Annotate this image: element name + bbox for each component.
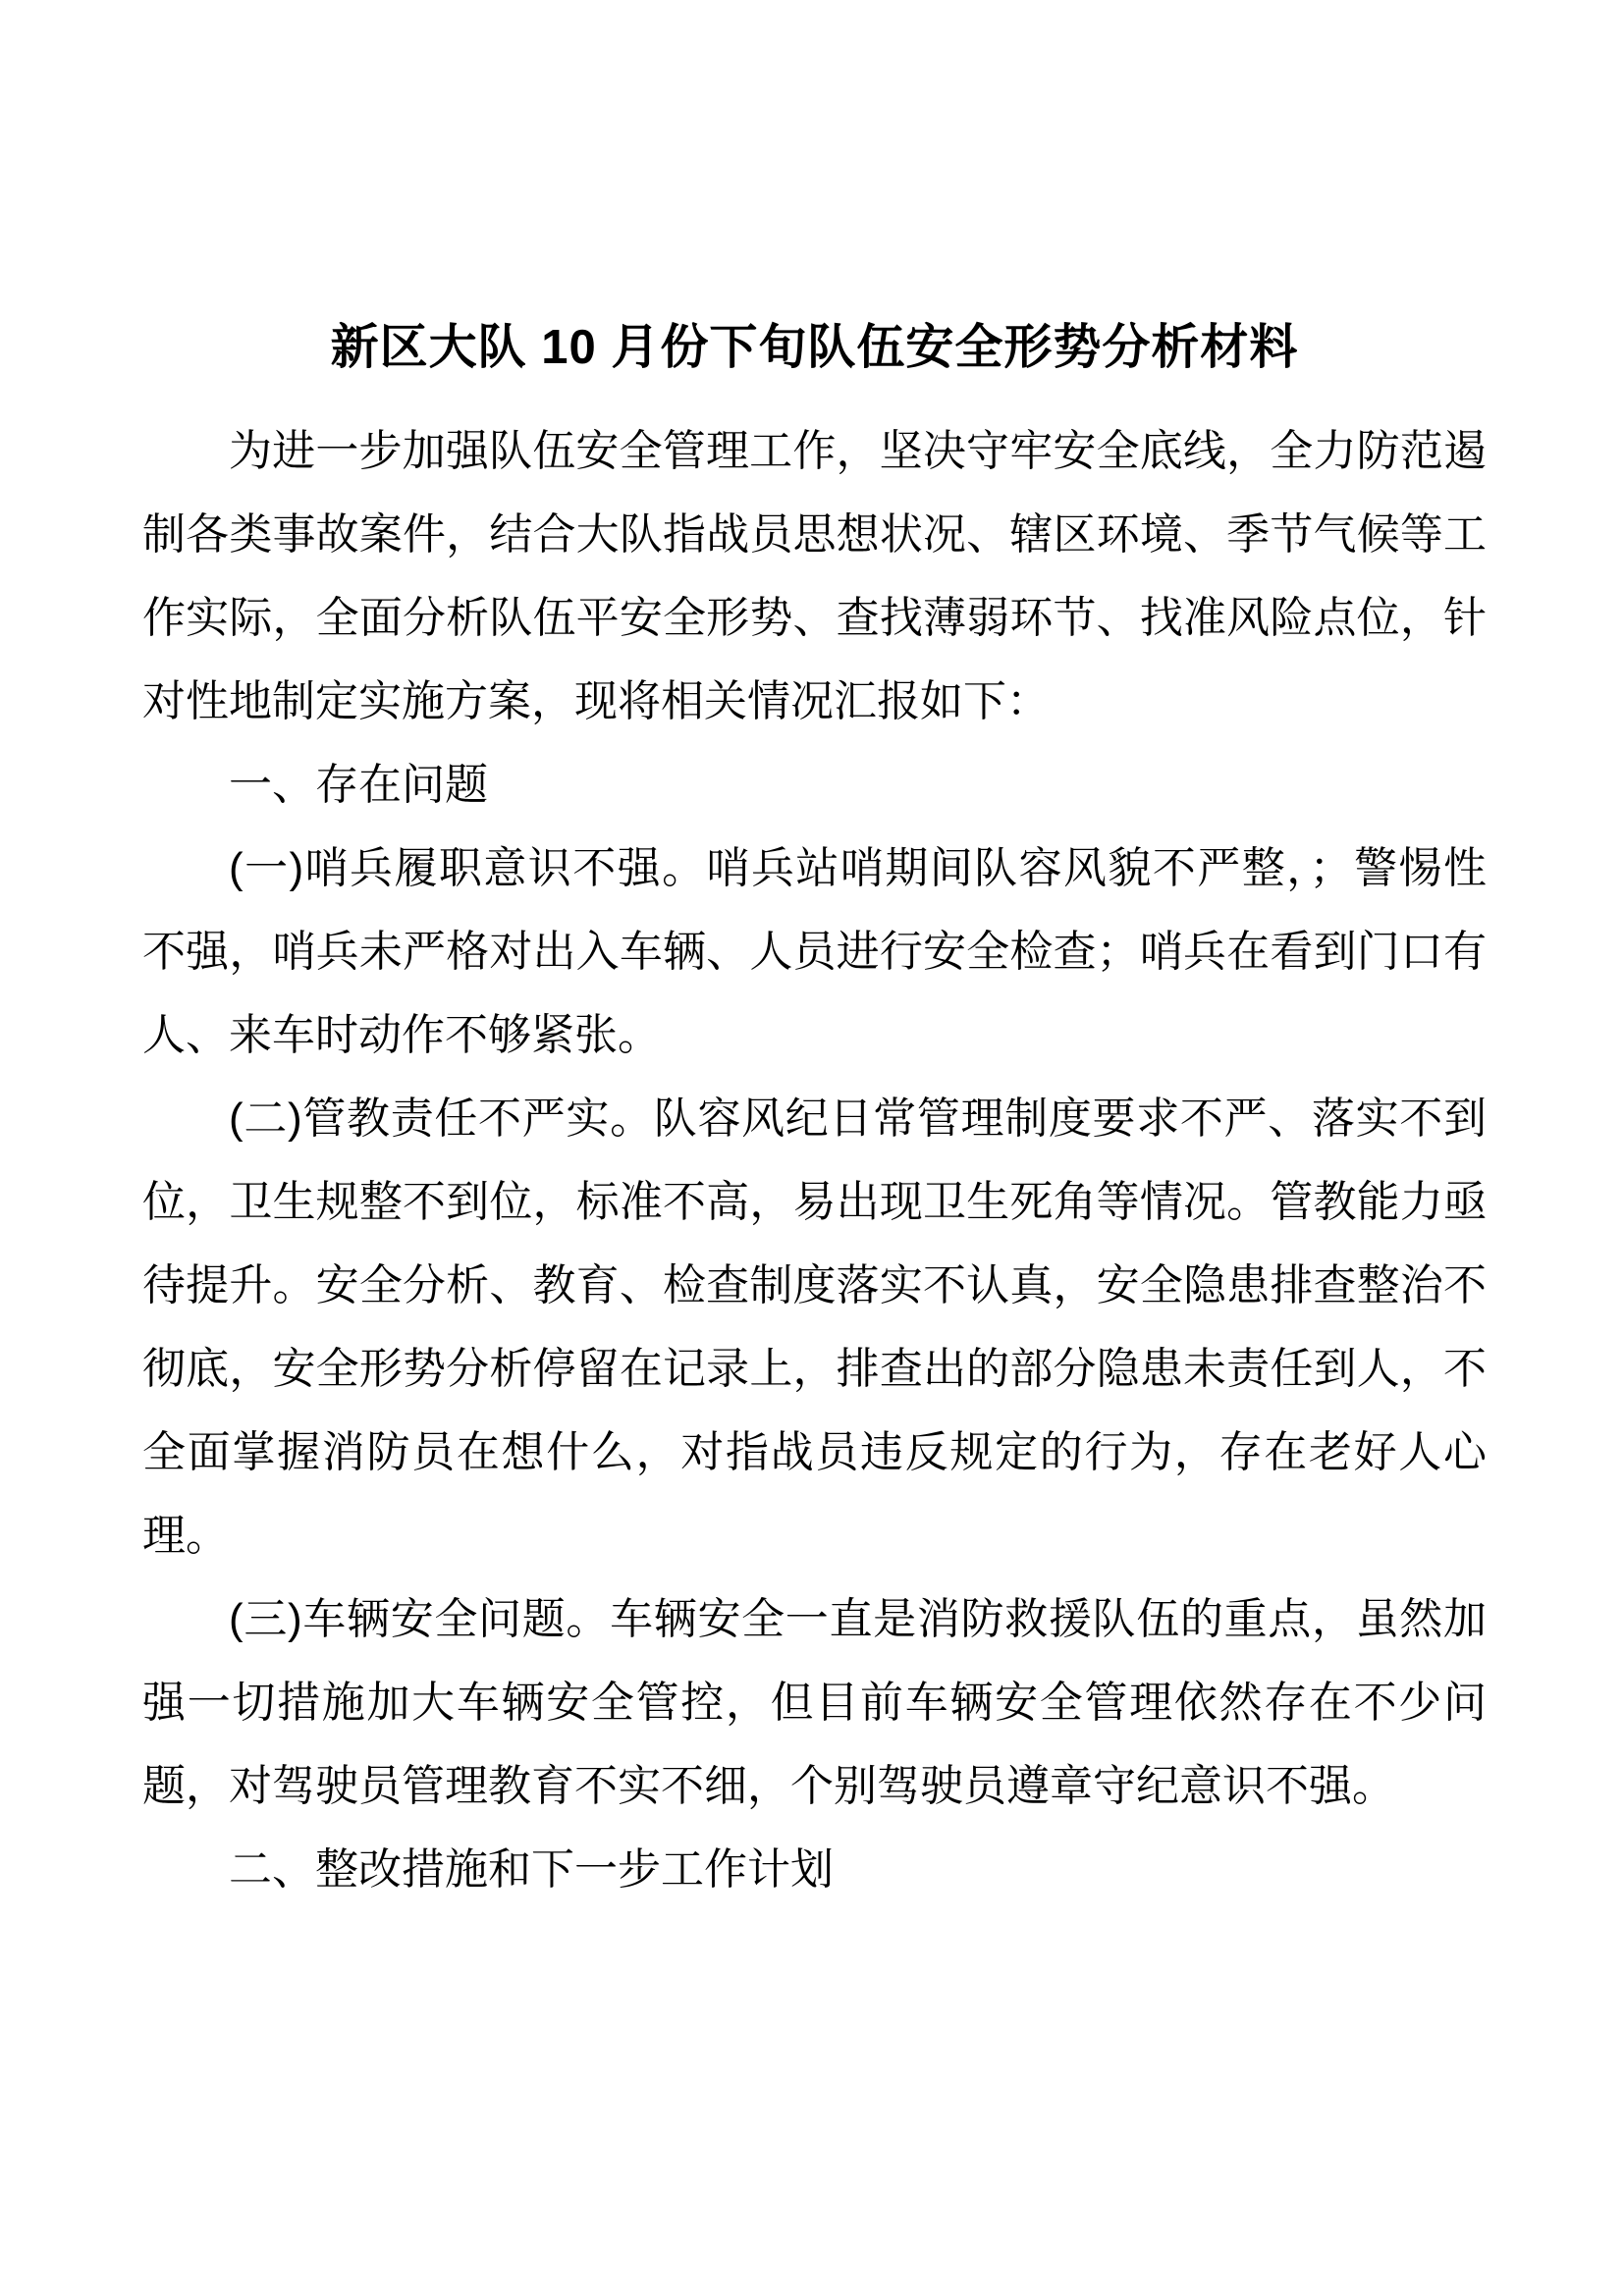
paragraph-issue-3: (三)车辆安全问题。车辆安全一直是消防救援队伍的重点，虽然加强一切措施加大车辆安全管控，但目前车辆安全管理依然存在不少问题，对驾驶员管理教育不实不细，个别驾驶员遵章守纪意识不强。	[142, 1595, 1487, 1810]
document-content	[142, 306, 1487, 1911]
paragraph-issue-2: (二)管教责任不严实。队容风纪日常管理制度要求不严、落实不到位，卫生规整不到位，标准不高，易出现卫生死角等情况。管教能力亟待提升。安全分析、教育、检查制度落实不认真，安全隐患排查整治不彻底，安全形势分析停留在记录上，排查出的部分隐患未责任到人，不全面掌握消防员在想什么，对指战员违反规定的行为，存在老好人心理。	[142, 1095, 1487, 1560]
section-heading-1: 一、存在问题	[229, 761, 488, 809]
paragraph-intro: 为进一步加强队伍安全管理工作，坚决守牢安全底线，全力防范遏制各类事故案件，结合大队指战员思想状况、辖区环境、季节气候等工作实际，全面分析队伍平安全形势、查找薄弱环节、找准风险点位，针对性地制定实施方案，现将相关情况汇报如下：	[142, 427, 1487, 725]
document-title: 新区大队 10 月份下旬队伍安全形势分析材料	[330, 321, 1299, 374]
section-heading-2: 二、整改措施和下一步工作计划	[229, 1845, 834, 1894]
paragraph-issue-1: (一)哨兵履职意识不强。哨兵站哨期间队容风貌不严整，；警惕性不强，哨兵未严格对出入车辆、人员进行安全检查；哨兵在看到门口有人、来车时动作不够紧张。	[142, 844, 1487, 1059]
